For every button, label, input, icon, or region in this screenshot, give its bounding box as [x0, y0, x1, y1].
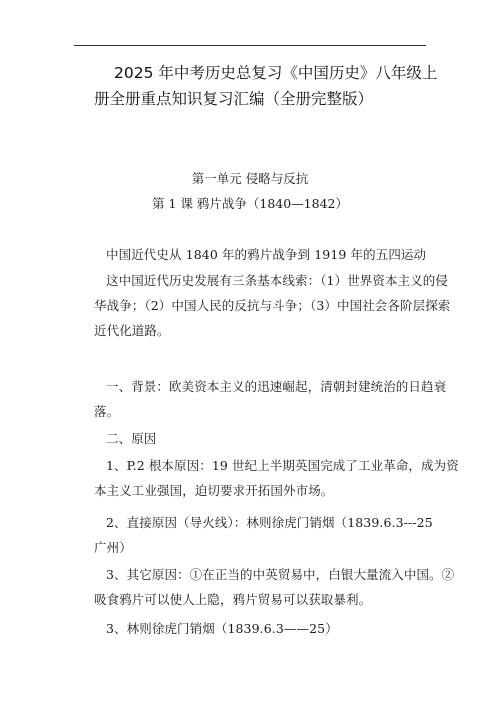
header-rule [74, 45, 426, 46]
paragraph-background [94, 374, 447, 424]
paragraph-opium-destruction [94, 616, 432, 641]
text-line: 1、P.2 根本原因：19 世纪上半期英国完成了工业革命，成为资 [106, 458, 459, 473]
unit-heading: 第一单元 侵略与反抗 [191, 171, 309, 186]
title-line-2: 册全册重点知识复习汇编（全册完整版） [94, 90, 374, 108]
text-line: 中国近代史从 1840 年的鸦片战争到 1919 年的五四运动 [106, 247, 427, 262]
text-line: 这中国近代历史发展有三条基本线索：（1）世界资本主义的侵 [106, 273, 449, 288]
text-line: 华战争；（2）中国人民的反抗与斗争；（3）中国社会各阶层探索 [94, 298, 451, 313]
paragraph-causes-heading [94, 426, 432, 451]
text-line: 吸食鸦片可以使人上隐，鸦片贸易可以获取暴利。 [94, 592, 372, 607]
document-title [94, 60, 438, 112]
text-line: 本主义工业强国，迫切要求开拓国外市场。 [94, 483, 334, 498]
paragraph-threads [94, 268, 451, 343]
paragraph-direct-cause [94, 510, 432, 560]
text-line: 广州） [94, 540, 132, 555]
paragraph-other-causes [94, 562, 455, 612]
text-line: 落。 [94, 404, 120, 419]
paragraph-intro [94, 242, 444, 267]
text-line: 3、其它原因：①在正当的中英贸易中，白银大量流入中国。② [106, 567, 455, 582]
text-line: 一、背景：欧美资本主义的迅速崛起，清朝封建统治的日趋衰 [106, 379, 447, 394]
text-line: 3、林则徐虎门销烟（1839.6.3——25） [106, 621, 338, 636]
paragraph-root-cause [94, 453, 459, 503]
text-line: 2、直接原因（导火线）：林则徐虎门销烟（1839.6.3---25 [106, 515, 433, 530]
text-line: 近代化道路。 [94, 323, 170, 338]
text-line: 二、原因 [106, 431, 157, 446]
lesson-heading: 第 1 课 鸦片战争（1840—1842） [152, 196, 348, 211]
title-line-1: 2025 年中考历史总复习《中国历史》八年级上 [114, 64, 438, 82]
